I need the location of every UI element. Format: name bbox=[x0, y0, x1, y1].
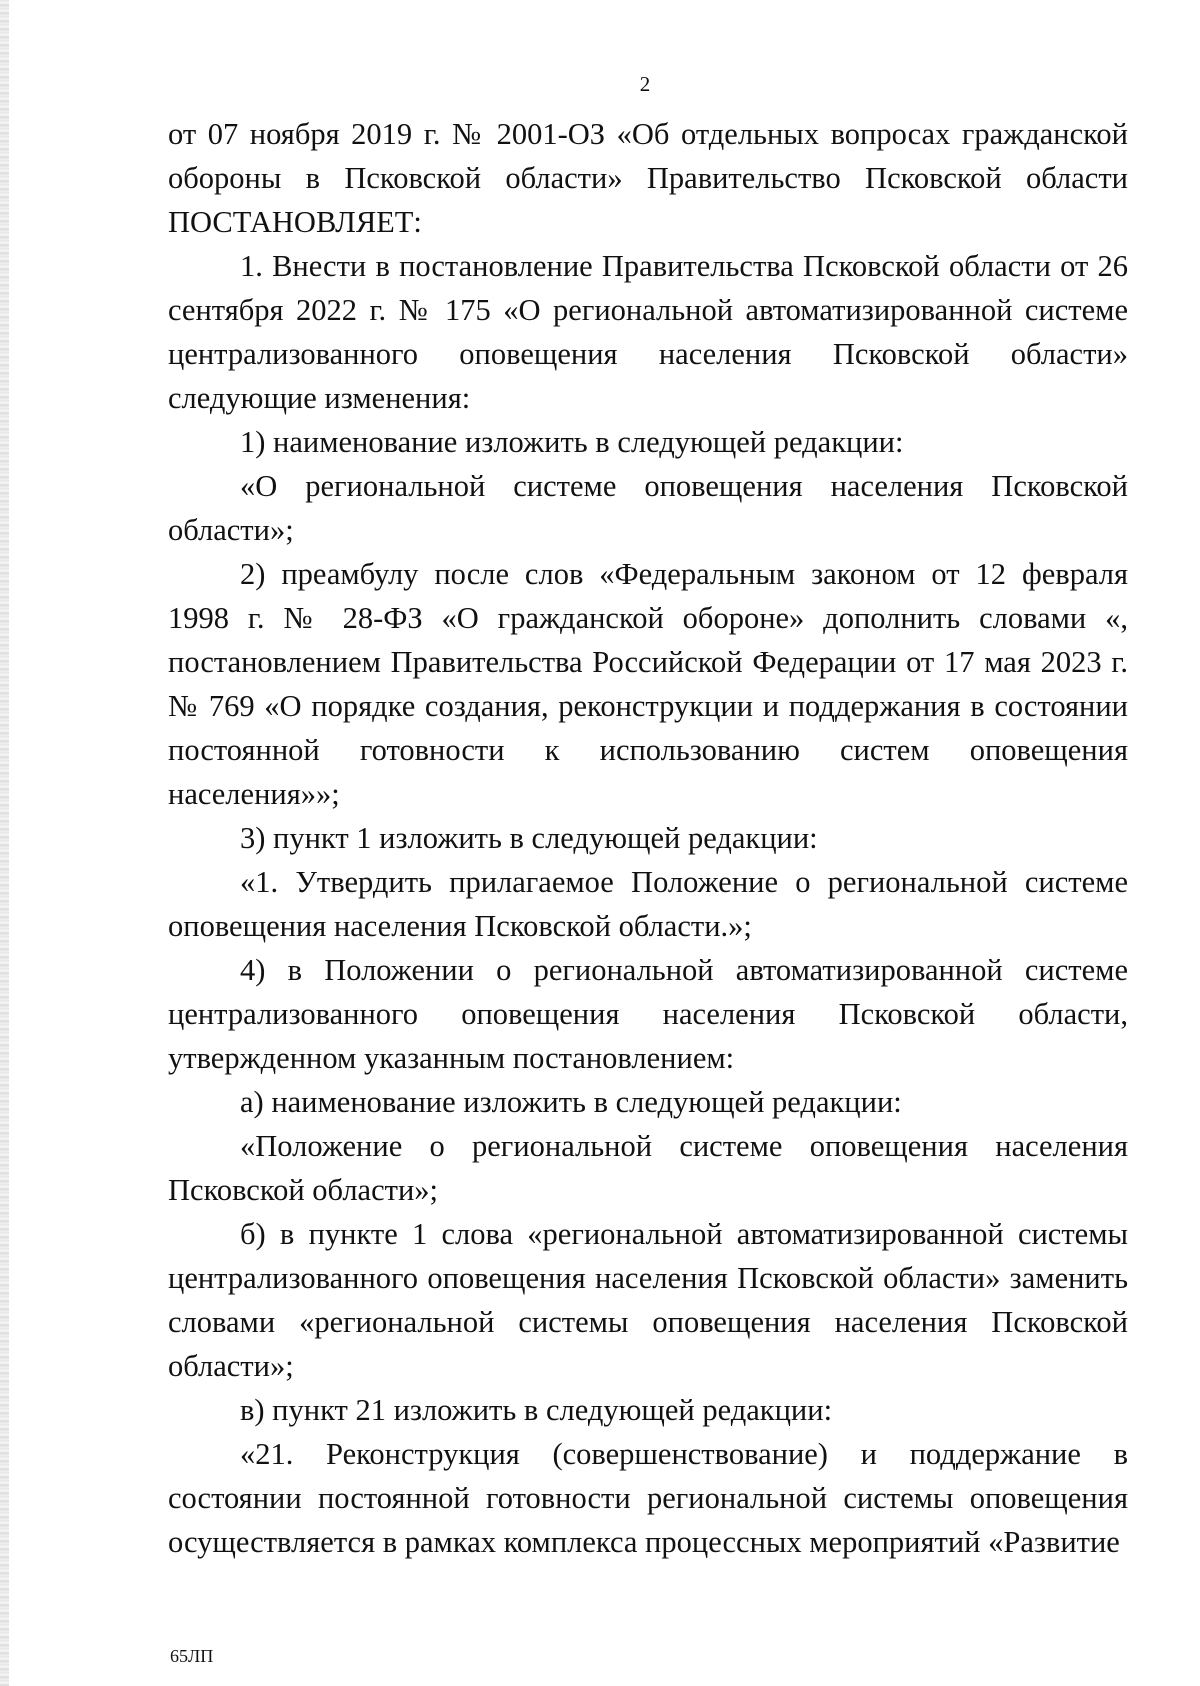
paragraph-quote-item-1: «1. Утвердить прилагаемое Положение о региональной системе оповещения населения Псковской области.»; bbox=[168, 865, 1128, 943]
paragraph-item-1: 1. Внести в постановление Правительства Псковской области от 26 сентября 2022 г. № 175 «О региональной автоматизированной системе централизованного оповещения населения Псковской области» следующие изменения: bbox=[168, 249, 1128, 415]
paragraph-quote-item-21: «21. Реконструкция (совершенствование) и поддержание в состоянии постоянной готовности региональной системы оповещения осуществляется в рамках комплекса процессных мероприятий «Развитие bbox=[168, 1437, 1128, 1559]
footer-code: 65ЛП bbox=[170, 1646, 214, 1666]
paragraph-subitem-4: 4) в Положении о региональной автоматизированной системе централизованного оповещения населения Псковской области, утвержденном указанным постановлением: bbox=[168, 953, 1128, 1075]
paragraph-subitem-2: 2) преамбулу после слов «Федеральным законом от 12 февраля 1998 г. № 28-ФЗ «О гражданской обороне» дополнить словами «, постановлением Правительства Российской Федерации от 17 мая 2023 г. № 769 «О порядке создания, реконструкции и поддержания в состоянии постоянной готовности к использованию систем оповещения населения»»; bbox=[168, 557, 1128, 811]
paragraph-quote-title: «О региональной системе оповещения населения Псковской области»; bbox=[168, 469, 1128, 547]
paragraph-subitem-v: в) пункт 21 изложить в следующей редакции: bbox=[240, 1393, 833, 1427]
paragraph-preamble-end: от 07 ноября 2019 г. № 2001-ОЗ «Об отдельных вопросах гражданской обороны в Псковской области» Правительство Псковской области ПОСТАНОВЛЯЕТ: bbox=[168, 117, 1128, 239]
paragraph-subitem-a: а) наименование изложить в следующей редакции: bbox=[240, 1085, 902, 1119]
document-body bbox=[168, 112, 1128, 1564]
paragraph-quote-regulation-title: «Положение о региональной системе оповещения населения Псковской области»; bbox=[168, 1129, 1128, 1207]
scan-edge bbox=[0, 0, 9, 1686]
paragraph-subitem-3: 3) пункт 1 изложить в следующей редакции: bbox=[240, 821, 818, 855]
page-number: 2 bbox=[639, 72, 651, 96]
paragraph-subitem-1: 1) наименование изложить в следующей редакции: bbox=[240, 425, 904, 459]
paragraph-subitem-b: б) в пункте 1 слова «региональной автоматизированной системы централизованного оповещения населения Псковской области» заменить словами «региональной системы оповещения населения Псковской области»; bbox=[168, 1217, 1128, 1383]
